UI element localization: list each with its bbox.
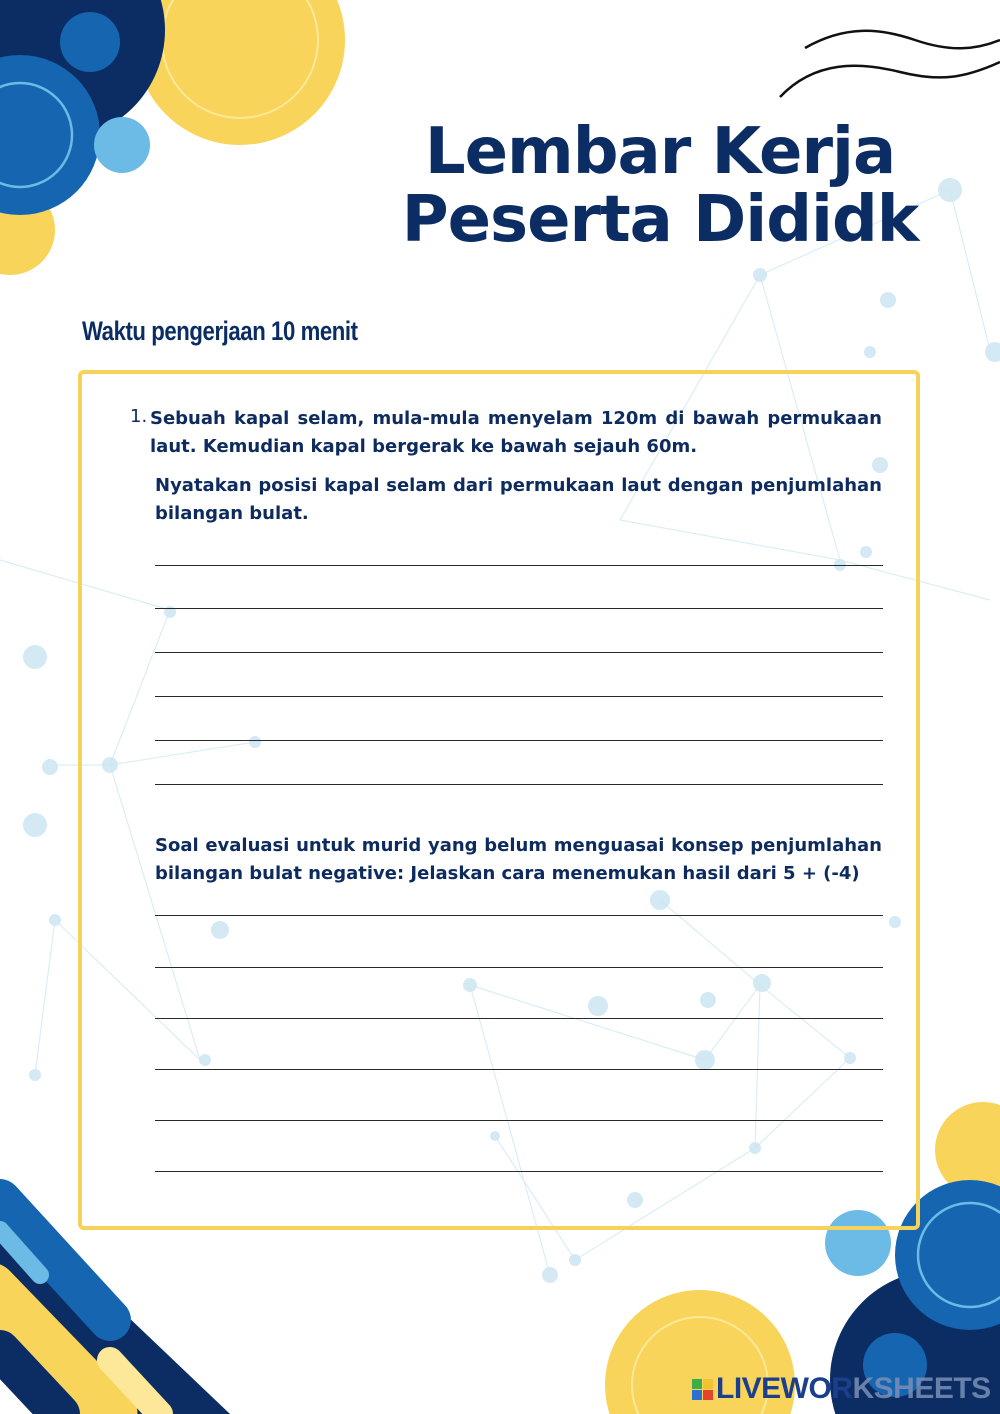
logo-text-faded: KSHEETS: [852, 1372, 991, 1405]
title-line-1: Lembar Kerja: [424, 115, 896, 189]
worksheet-title: [380, 115, 940, 257]
answer-line[interactable]: [155, 740, 883, 741]
question-1-instruction: Nyatakan posisi kapal selam dari permukaan laut dengan penjumlahan bilangan bulat.: [155, 475, 882, 524]
answer-line[interactable]: [155, 1018, 883, 1019]
answer-line[interactable]: [155, 652, 883, 653]
answer-line[interactable]: [155, 1171, 883, 1172]
time-limit-label: Waktu pengerjaan 10 menit: [82, 316, 358, 346]
title-line-2: Peserta Dididk: [401, 183, 919, 257]
answer-line[interactable]: [155, 565, 883, 566]
logo-mark-icon: [692, 1379, 713, 1400]
answer-line[interactable]: [155, 915, 883, 916]
answer-line[interactable]: [155, 1120, 883, 1121]
answer-line[interactable]: [155, 608, 883, 609]
answer-line[interactable]: [155, 696, 883, 697]
question-1-number: 1.: [130, 406, 148, 427]
question-2-text: Soal evaluasi untuk murid yang belum menguasai konsep penjumlahan bilangan bulat negative: Jelaskan cara menemukan hasil dari 5 + (-4): [155, 835, 882, 884]
answer-line[interactable]: [155, 784, 883, 785]
question-1-text: Sebuah kapal selam, mula-mula menyelam 120m di bawah permukaan laut. Kemudian kapal bergerak ke bawah sejauh 60m.: [150, 408, 882, 457]
answer-line[interactable]: [155, 967, 883, 968]
liveworksheets-logo: [692, 1372, 991, 1406]
answer-line[interactable]: [155, 1069, 883, 1070]
logo-text-main: LIVEWOR: [716, 1372, 853, 1405]
